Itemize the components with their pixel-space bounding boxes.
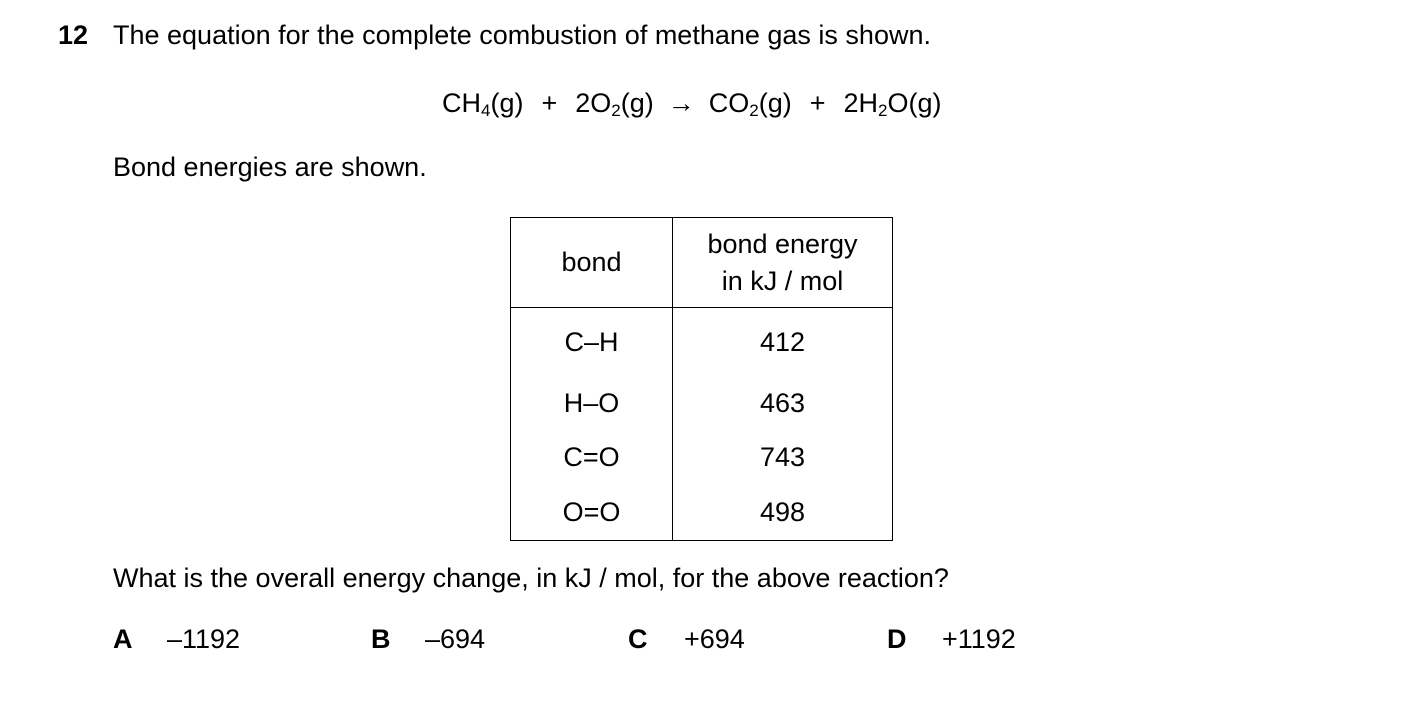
bond-cell: H–O xyxy=(511,376,673,431)
energy-cell: 743 xyxy=(673,431,893,486)
question-prompt: What is the overall energy change, in kJ / mol, for the above reaction? xyxy=(113,563,949,593)
option-b-letter[interactable]: B xyxy=(371,624,391,654)
energy-cell: 463 xyxy=(673,376,893,431)
table-row xyxy=(511,485,893,540)
energy-cell: 412 xyxy=(673,308,893,377)
table-row xyxy=(511,431,893,486)
option-a-letter[interactable]: A xyxy=(113,624,133,654)
bond-cell: C=O xyxy=(511,431,673,486)
bond-cell: O=O xyxy=(511,485,673,540)
table-row xyxy=(511,376,893,431)
reaction-arrow: → xyxy=(667,88,695,118)
plus-sign: + xyxy=(809,88,826,118)
chemical-equation xyxy=(442,88,941,119)
option-d-letter[interactable]: D xyxy=(887,624,907,654)
bond-energy-intro: Bond energies are shown. xyxy=(113,152,427,182)
energy-cell: 498 xyxy=(673,485,893,540)
bond-cell: C–H xyxy=(511,308,673,377)
bond-energy-table xyxy=(510,217,893,541)
option-b-value[interactable]: –694 xyxy=(425,624,486,654)
product-carbon-dioxide: $CO_2(g)$ xyxy=(708,88,792,120)
header-energy-line1: bond energy xyxy=(707,228,858,259)
option-c-value[interactable]: +694 xyxy=(684,624,745,654)
question-stem: The equation for the complete combustion of methane gas is shown. xyxy=(113,20,931,50)
option-a-value[interactable]: –1192 xyxy=(167,624,241,654)
table-header-row xyxy=(511,218,893,308)
plus-sign: + xyxy=(541,88,558,118)
option-d-value[interactable]: +1192 xyxy=(942,624,1016,654)
header-bond-energy xyxy=(673,218,893,308)
header-bond: bond xyxy=(511,218,673,308)
reactant-oxygen: $2O_2(g)$ xyxy=(575,88,654,120)
product-water: $2H_2O(g)$ xyxy=(843,88,942,120)
header-energy-line2: in kJ / mol xyxy=(721,265,844,296)
question-number: 12 xyxy=(58,20,89,50)
table-row xyxy=(511,308,893,377)
option-c-letter[interactable]: C xyxy=(628,624,648,654)
reactant-methane: $CH_4(g)$ xyxy=(442,88,524,120)
